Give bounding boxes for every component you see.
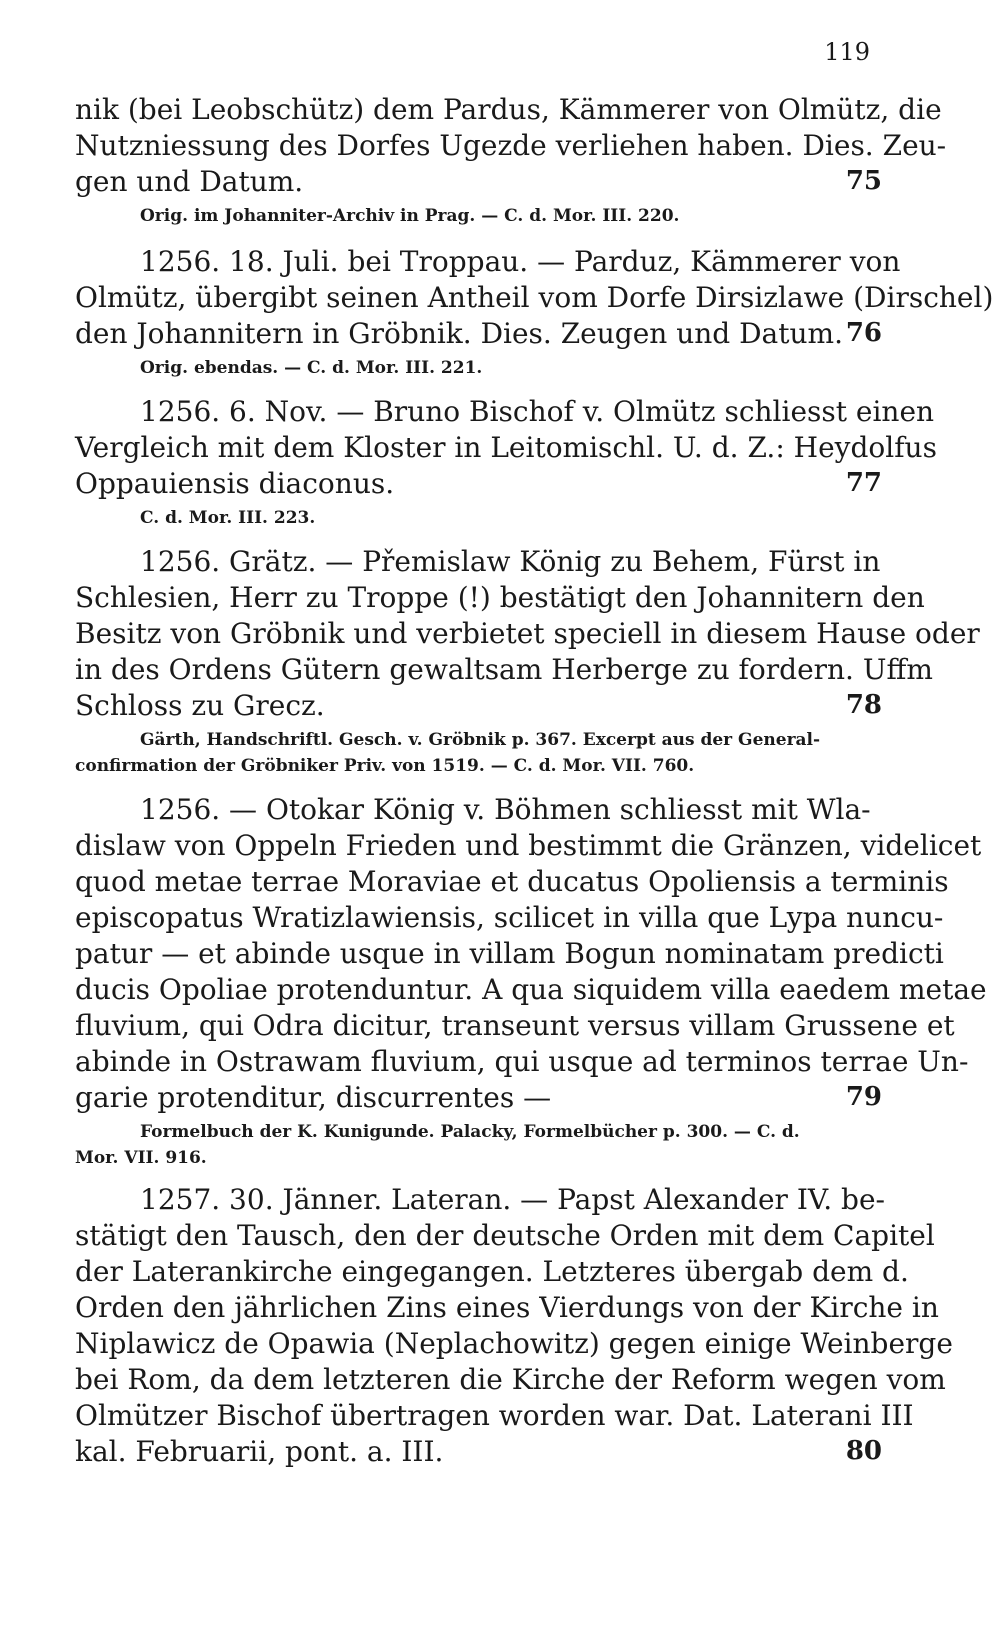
text-line: der Laterankirche eingegangen. Letzteres übergab dem d. xyxy=(75,1255,909,1288)
text-line: patur — et abinde usque in villam Bogun nominatam predicti xyxy=(75,937,944,970)
text-line: 1256. Grätz. — Přemislaw König zu Behem, Fürst in xyxy=(140,545,881,578)
document-number: 76 xyxy=(845,318,882,348)
text-line: stätigt den Tausch, den der deutsche Orden mit dem Capitel xyxy=(75,1219,935,1252)
text-line: Olmütz, übergibt seinen Antheil vom Dorfe Dirsizlawe (Dirschel) xyxy=(75,281,993,314)
text-line: dislaw von Oppeln Frieden und bestimmt die Gränzen, videlicet xyxy=(75,829,982,862)
document-number: 75 xyxy=(845,166,882,196)
text-line: abinde in Ostrawam fluvium, qui usque ad terminos terrae Un- xyxy=(75,1045,969,1078)
reference-line: C. d. Mor. III. 223. xyxy=(140,508,316,528)
reference-line: Gärth, Handschriftl. Gesch. v. Gröbnik p. 367. Excerpt aus der General- xyxy=(140,730,821,750)
text-line: Orden den jährlichen Zins eines Vierdungs von der Kirche in xyxy=(75,1291,939,1324)
text-line: quod metae terrae Moraviae et ducatus Opoliensis a terminis xyxy=(75,865,949,898)
reference-line: Mor. VII. 916. xyxy=(75,1148,207,1168)
reference-line: Orig. ebendas. — C. d. Mor. III. 221. xyxy=(140,358,483,378)
text-line: ducis Opoliae protenduntur. A qua siquidem villa eaedem metae xyxy=(75,973,987,1006)
reference-line: Formelbuch der K. Kunigunde. Palacky, Formelbücher p. 300. — C. d. xyxy=(140,1122,800,1142)
reference-line: Orig. im Johanniter-Archiv in Prag. — C. d. Mor. III. 220. xyxy=(140,206,680,226)
text-line: garie protenditur, discurrentes — xyxy=(75,1081,552,1114)
reference-line: confirmation der Gröbniker Priv. von 1519. — C. d. Mor. VII. 760. xyxy=(75,756,695,776)
text-line: episcopatus Wratizlawiensis, scilicet in villa que Lypa nuncu- xyxy=(75,901,944,934)
text-line: Schlesien, Herr zu Troppe (!) bestätigt den Johannitern den xyxy=(75,581,925,614)
text-line: 1256. 18. Juli. bei Troppau. — Parduz, Kämmerer von xyxy=(140,245,901,278)
document-number: 79 xyxy=(845,1082,882,1112)
text-line: Niplawicz de Opawia (Neplachowitz) gegen einige Weinberge xyxy=(75,1327,953,1360)
text-line: bei Rom, da dem letzteren die Kirche der Reform wegen vom xyxy=(75,1363,946,1396)
text-line: Schloss zu Grecz. xyxy=(75,689,325,722)
text-line: fluvium, qui Odra dicitur, transeunt versus villam Grussene et xyxy=(75,1009,955,1042)
text-line: kal. Februarii, pont. a. III. xyxy=(75,1435,444,1468)
text-line: Olmützer Bischof übertragen worden war. Dat. Laterani III xyxy=(75,1399,914,1432)
text-line: 1256. — Otokar König v. Böhmen schliesst mit Wla- xyxy=(140,793,871,826)
text-line: in des Ordens Gütern gewaltsam Herberge zu fordern. Uffm xyxy=(75,653,933,686)
document-number: 80 xyxy=(845,1436,882,1466)
text-line: Oppauiensis diaconus. xyxy=(75,467,395,500)
text-line: Nutzniessung des Dorfes Ugezde verliehen haben. Dies. Zeu- xyxy=(75,129,947,162)
document-number: 77 xyxy=(845,468,882,498)
text-line: Vergleich mit dem Kloster in Leitomischl. U. d. Z.: Heydolfus xyxy=(75,431,937,464)
document-number: 78 xyxy=(845,690,882,720)
text-line: den Johannitern in Gröbnik. Dies. Zeugen und Datum. xyxy=(75,317,843,350)
text-line: nik (bei Leobschütz) dem Pardus, Kämmerer von Olmütz, die xyxy=(75,93,942,126)
page-number: 119 xyxy=(824,38,870,66)
text-line: 1256. 6. Nov. — Bruno Bischof v. Olmütz schliesst einen xyxy=(140,395,935,428)
text-line: Besitz von Gröbnik und verbietet speciell in diesem Hause oder xyxy=(75,617,980,650)
text-line: 1257. 30. Jänner. Lateran. — Papst Alexander IV. be- xyxy=(140,1183,885,1216)
text-line: gen und Datum. xyxy=(75,165,304,198)
